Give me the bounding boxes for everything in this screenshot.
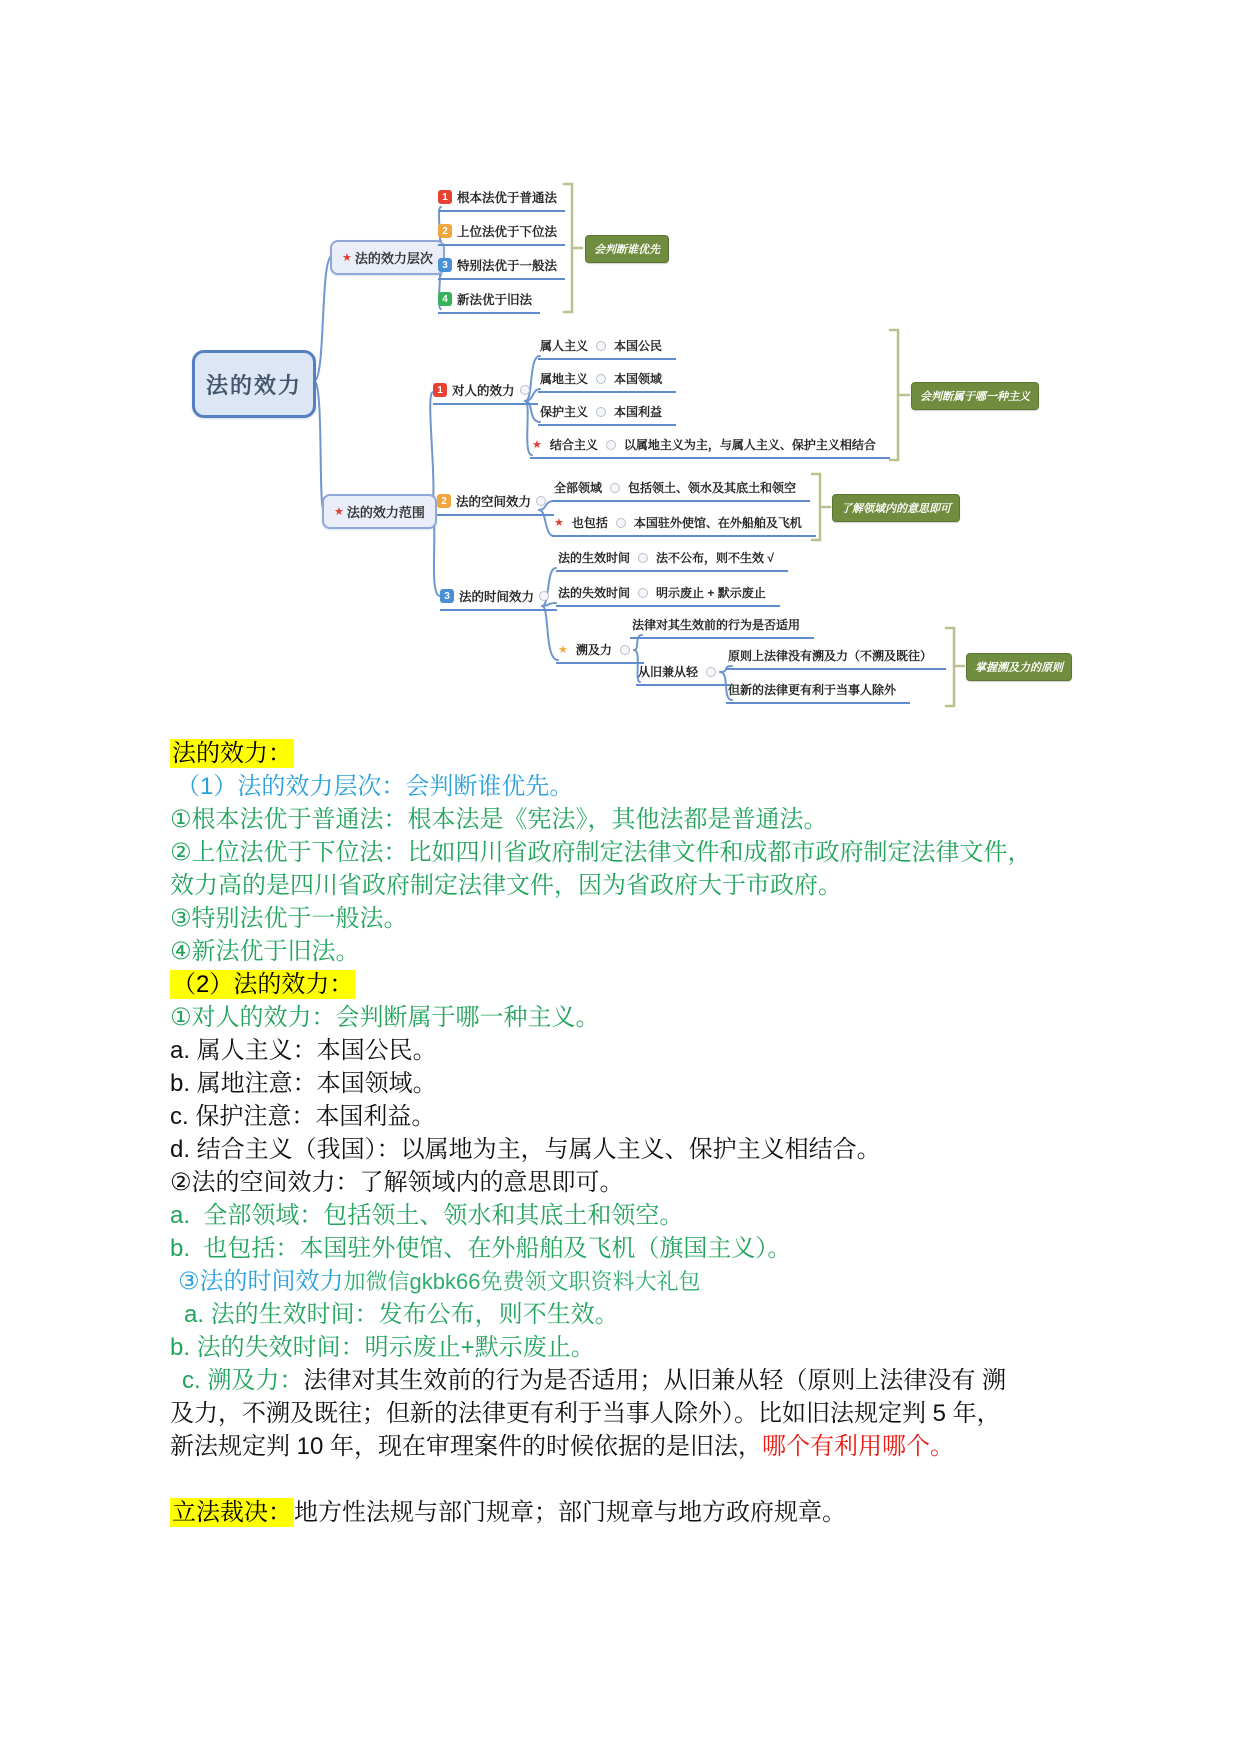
note-line: b. 属地注意：本国领域。	[170, 1070, 437, 1097]
highlighted-heading: 法的效力：	[172, 740, 292, 767]
link-dot-icon	[706, 667, 716, 677]
note-line	[170, 968, 1110, 1001]
map-row-also-includes	[552, 514, 816, 537]
subbranch-space-effect	[437, 492, 554, 516]
link-dot-icon	[638, 553, 648, 563]
notes-section	[170, 737, 1110, 1529]
subbranch-label: 法的空间效力	[456, 495, 532, 509]
mindmap-root-node	[192, 350, 316, 418]
note-line: ②法的空间效力：了解领域内的意思即可。	[170, 1169, 624, 1196]
link-dot-icon	[620, 645, 630, 655]
note-line: ①对人的效力：会判断属于哪一种主义。	[170, 1004, 600, 1031]
star-icon: ★	[532, 439, 542, 451]
link-dot-icon	[536, 496, 546, 506]
link-dot-icon	[520, 385, 530, 395]
row-value: 法不公布，则不生效 √	[656, 551, 774, 565]
row-label: 保护主义	[540, 405, 589, 419]
row-label: 属地主义	[540, 372, 589, 386]
map-row-territorial-principle	[538, 370, 676, 393]
note-line: ②上位法优于下位法：比如四川省政府制定法律文件和成都市政府制定法律文件，	[170, 839, 1032, 866]
annotation-territory-meaning: 了解领域内的意思即可	[832, 494, 960, 522]
note-line: ③法的时间效力加微信gkbk66免费领文职资料大礼包	[178, 1268, 701, 1295]
row-value: 本国公民	[614, 339, 663, 353]
map-row-combined-principle	[530, 436, 890, 459]
subbranch-label: 法的时间效力	[459, 590, 535, 604]
subbranch-label: 对人的效力	[452, 384, 515, 398]
branch-node-effect-scope	[322, 494, 437, 529]
note-line: 及力，不溯及既往；但新的法律更有利于当事人除外）。比如旧法规定判 5 年，	[170, 1400, 1001, 1427]
note-line: a. 全部领域：包括领土、领水和其底土和领空。	[170, 1202, 684, 1229]
badge-1-icon: 1	[433, 383, 447, 397]
branch-node-effect-hierarchy	[330, 240, 445, 275]
watermark-text: 加微信gkbk66免费领文职资料大礼包	[343, 1269, 701, 1294]
map-node-old-lenient	[636, 663, 730, 686]
link-dot-icon	[606, 440, 616, 450]
map-row-new-law-exception	[726, 681, 910, 704]
row-label: 属人主义	[540, 339, 589, 353]
row-value: 但新的法律更有利于当事人除外	[728, 683, 897, 697]
map-row-expiry-time	[556, 584, 780, 607]
star-icon: ★	[558, 644, 568, 656]
row-value: 包括领土、领水及其底土和领空	[628, 481, 797, 495]
emphasis-red-text: 哪个有利用哪个。	[762, 1433, 955, 1460]
note-line: c. 保护注意：本国利益。	[170, 1103, 436, 1130]
note-line: a. 属人主义：本国公民。	[170, 1037, 437, 1064]
root-label: 法的效力	[205, 372, 302, 398]
link-dot-icon	[638, 588, 648, 598]
map-node-retroactivity	[556, 641, 644, 664]
item-text: 上位法优于下位法	[457, 225, 558, 239]
note-line: ④新法优于旧法。	[170, 938, 360, 965]
highlighted-heading: （2）法的效力：	[172, 971, 354, 998]
row-value: 本国领域	[614, 372, 663, 386]
row-value: 原则上法律没有溯及力（不溯及既往）	[728, 649, 933, 663]
map-item-fundamental-law	[438, 188, 565, 212]
map-item-special-law	[438, 256, 565, 280]
map-row-effective-time	[556, 549, 788, 572]
note-line: ①根本法优于普通法：根本法是《宪法》，其他法都是普通法。	[170, 806, 828, 833]
row-label: 法的生效时间	[558, 551, 631, 565]
badge-2-icon: 2	[437, 494, 451, 508]
note-line: 效力高的是四川省政府制定法律文件，因为省政府大于市政府。	[170, 872, 842, 899]
annotation-master-retroactivity: 掌握溯及力的原则	[966, 653, 1072, 681]
note-line: 立法裁决：地方性法规与部门规章；部门规章与地方政府规章。	[172, 1499, 846, 1526]
note-line: 新法规定判 10 年，现在审理案件的时候依据的是旧法，哪个有利用哪个。	[170, 1433, 955, 1460]
map-row-whole-territory	[552, 479, 810, 502]
subbranch-time-effect	[440, 587, 557, 611]
badge-1-icon: 1	[438, 190, 452, 204]
map-row-protective-principle	[538, 403, 676, 426]
note-line-blank	[170, 1463, 1110, 1496]
annotation-who-prevails: 会判断谁优先	[585, 235, 669, 263]
star-icon: ★	[334, 506, 344, 518]
link-dot-icon	[610, 483, 620, 493]
branch-label: 法的效力范围	[346, 505, 425, 520]
star-icon: ★	[342, 252, 352, 264]
note-line: b. 也包括：本国驻外使馆、在外船舶及飞机（旗国主义）。	[170, 1235, 792, 1262]
item-text: 根本法优于普通法	[457, 191, 558, 205]
note-line: d. 结合主义（我国）：以属地为主，与属人主义、保护主义相结合。	[170, 1136, 881, 1163]
map-row-retro-question	[630, 616, 814, 639]
row-label: 结合主义	[549, 438, 598, 452]
annotation-which-principle: 会判断属于哪一种主义	[911, 382, 1039, 410]
row-label: 从旧兼从轻	[638, 665, 699, 679]
row-value: 以属地主义为主，与属人主义、保护主义相结合	[623, 438, 876, 452]
row-value: 明示废止 + 默示废止	[656, 586, 766, 600]
link-dot-icon	[596, 407, 606, 417]
row-label: 也包括	[571, 516, 608, 530]
row-label: 全部领域	[554, 481, 603, 495]
row-value: 本国利益	[614, 405, 663, 419]
note-line: （1）法的效力层次：会判断谁优先。	[176, 773, 574, 800]
link-dot-icon	[596, 374, 606, 384]
link-dot-icon	[596, 341, 606, 351]
row-value: 本国驻外使馆、在外船舶及飞机	[633, 516, 802, 530]
item-text: 特别法优于一般法	[457, 259, 558, 273]
map-item-new-law	[438, 290, 540, 314]
note-line	[170, 737, 1110, 770]
link-dot-icon	[616, 518, 626, 528]
item-text: 新法优于旧法	[457, 293, 533, 307]
badge-3-icon: 3	[440, 589, 454, 603]
map-item-superior-law	[438, 222, 565, 246]
note-line: ③特别法优于一般法。	[170, 905, 408, 932]
subbranch-person-effect	[433, 381, 538, 405]
note-line: b. 法的失效时间：明示废止+默示废止。	[170, 1334, 595, 1361]
note-line: c. 溯及力：法律对其生效前的行为是否适用；从旧兼从轻（原则上法律没有 溯	[182, 1367, 1007, 1394]
highlighted-heading: 立法裁决：	[172, 1499, 292, 1526]
row-value: 法律对其生效前的行为是否适用	[632, 618, 801, 632]
badge-2-icon: 2	[438, 224, 452, 238]
branch-label: 法的效力层次	[354, 251, 433, 266]
row-label: 溯及力	[575, 643, 612, 657]
badge-3-icon: 3	[438, 258, 452, 272]
note-line: a. 法的生效时间：发布公布，则不生效。	[184, 1301, 619, 1328]
badge-4-icon: 4	[438, 292, 452, 306]
map-row-personal-principle	[538, 337, 676, 360]
star-icon: ★	[554, 517, 564, 529]
link-dot-icon	[539, 591, 549, 601]
map-row-no-retro-principle	[726, 647, 946, 670]
row-label: 法的失效时间	[558, 586, 631, 600]
